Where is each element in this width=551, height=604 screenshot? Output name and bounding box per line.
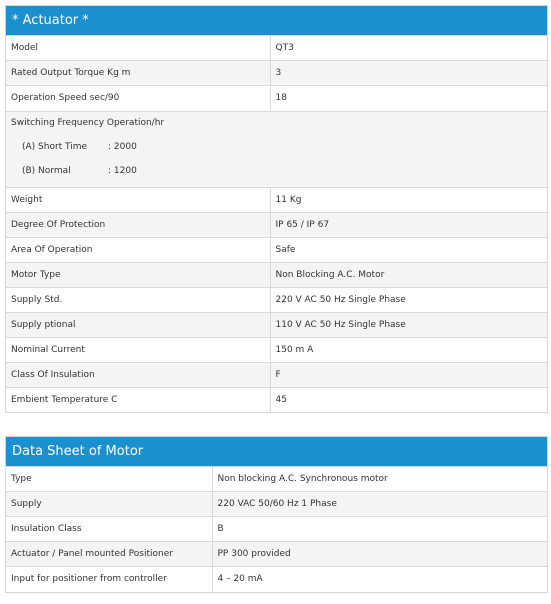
spec-label: Insulation Class bbox=[6, 517, 212, 542]
table-row bbox=[6, 36, 547, 61]
spec-label: Supply Std. bbox=[6, 287, 270, 312]
actuator-spec-table-continued bbox=[6, 187, 547, 413]
spec-value: F bbox=[270, 362, 547, 387]
motor-spec-table bbox=[6, 466, 547, 592]
switching-item-label: (A) Short Time bbox=[22, 141, 88, 152]
spec-label: Embient Temperature C bbox=[6, 387, 270, 412]
table-row bbox=[6, 86, 547, 111]
spec-value: QT3 bbox=[270, 36, 547, 61]
table-row bbox=[6, 287, 547, 312]
spec-label: Actuator / Panel mounted Positioner bbox=[6, 542, 212, 567]
table-row bbox=[6, 187, 547, 212]
table-row bbox=[6, 542, 547, 567]
spec-label: Model bbox=[6, 36, 270, 61]
spec-label: Supply ptional bbox=[6, 312, 270, 337]
spec-value: 220 VAC 50/60 Hz 1 Phase bbox=[212, 492, 547, 517]
spec-label: Nominal Current bbox=[6, 337, 270, 362]
spec-label: Weight bbox=[6, 187, 270, 212]
spec-value: PP 300 provided bbox=[212, 542, 547, 567]
switching-item-value: : 2000 bbox=[108, 141, 137, 152]
spec-value: Non blocking A.C. Synchronous motor bbox=[212, 467, 547, 492]
spec-value: Non Blocking A.C. Motor bbox=[270, 262, 547, 287]
table-row bbox=[6, 467, 547, 492]
table-row bbox=[6, 567, 547, 592]
spec-value: B bbox=[212, 517, 547, 542]
table-row bbox=[6, 492, 547, 517]
spec-value: 110 V AC 50 Hz Single Phase bbox=[270, 312, 547, 337]
spec-value: 18 bbox=[270, 86, 547, 111]
table-row bbox=[6, 312, 547, 337]
spec-label: Degree Of Protection bbox=[6, 212, 270, 237]
spec-label: Input for positioner from controller bbox=[6, 567, 212, 592]
spec-value: 4 – 20 mA bbox=[212, 567, 547, 592]
switching-frequency-block bbox=[6, 111, 547, 187]
spec-label: Class Of Insulation bbox=[6, 362, 270, 387]
table-row bbox=[6, 262, 547, 287]
spec-value: 11 Kg bbox=[270, 187, 547, 212]
table-row bbox=[6, 61, 547, 86]
spec-label: Rated Output Torque Kg m bbox=[6, 61, 270, 86]
actuator-spec-table bbox=[6, 35, 547, 111]
motor-panel-title: Data Sheet of Motor bbox=[6, 437, 547, 466]
switching-item-label: (B) Normal bbox=[22, 165, 71, 176]
spec-label: Type bbox=[6, 467, 212, 492]
spec-label: Operation Speed sec/90 bbox=[6, 86, 270, 111]
table-row bbox=[6, 387, 547, 412]
switching-frequency-title: Switching Frequency Operation/hr bbox=[11, 117, 165, 128]
table-row bbox=[6, 237, 547, 262]
spec-value: IP 65 / IP 67 bbox=[270, 212, 547, 237]
spec-value: Safe bbox=[270, 237, 547, 262]
spec-value: 220 V AC 50 Hz Single Phase bbox=[270, 287, 547, 312]
table-row bbox=[6, 337, 547, 362]
table-row bbox=[6, 517, 547, 542]
table-row bbox=[6, 362, 547, 387]
spec-label: Motor Type bbox=[6, 262, 270, 287]
actuator-panel-title: * Actuator * bbox=[6, 6, 547, 35]
switching-item-value: : 1200 bbox=[108, 165, 137, 176]
table-row bbox=[6, 212, 547, 237]
spec-value: 3 bbox=[270, 61, 547, 86]
spec-label: Area Of Operation bbox=[6, 237, 270, 262]
spec-label: Supply bbox=[6, 492, 212, 517]
spec-value: 45 bbox=[270, 387, 547, 412]
motor-panel bbox=[5, 436, 548, 593]
spec-value: 150 m A bbox=[270, 337, 547, 362]
actuator-panel bbox=[5, 5, 548, 413]
